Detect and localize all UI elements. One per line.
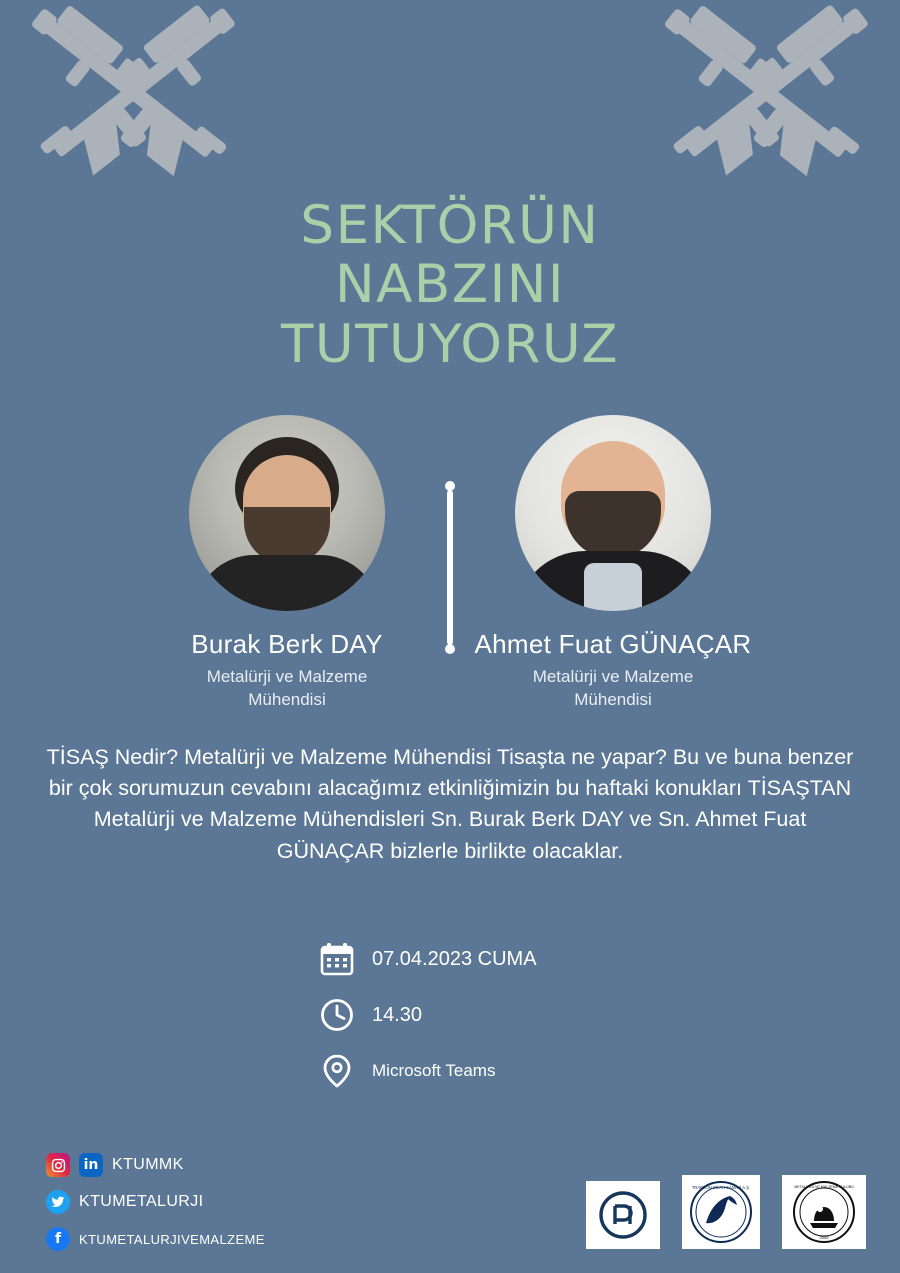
speaker-name: Burak Berk DAY [191, 629, 383, 659]
event-time: 14.30 [372, 1003, 423, 1026]
crossed-rifles-icon-right [639, 0, 894, 205]
svg-text:TRABZON SİLAH SANAYİ A.Ş.: TRABZON SİLAH SANAYİ A.Ş. [691, 1185, 751, 1190]
metalurji-malzeme-kulubu-logo [782, 1175, 866, 1249]
speaker-title [127, 666, 447, 712]
event-time-row [316, 994, 422, 1036]
speakers-section [0, 415, 900, 712]
speaker-title-line-1: Metalürji ve Malzeme [206, 667, 368, 686]
crossed-rifles-icon-left [6, 0, 261, 205]
headline-line-2: NABZINI [335, 254, 565, 316]
speaker-card-1 [127, 415, 447, 712]
speaker-title-line-1: Metalürji ve Malzeme [532, 667, 694, 686]
event-location: Microsoft Teams [372, 1061, 496, 1080]
instagram-icon[interactable] [46, 1153, 70, 1177]
svg-text:2009: 2009 [819, 1235, 829, 1240]
event-location-row [316, 1050, 495, 1092]
speaker-card-2 [453, 415, 773, 712]
speaker-title-line-2: Mühendisi [248, 689, 326, 709]
social-row-twitter[interactable] [46, 1190, 265, 1214]
event-details [0, 938, 900, 1092]
social-row-instagram-linkedin[interactable] [46, 1153, 265, 1177]
speaker-title-line-2: Mühendisi [574, 689, 652, 709]
event-date: 07.04.2023 CUMA [372, 947, 537, 970]
facebook-icon[interactable]: f [46, 1227, 70, 1251]
headline-line-3: TUTUYORUZ [280, 313, 620, 375]
social-handle: KTUMETALURJIVEMALZEME [79, 1231, 265, 1247]
speaker-title [453, 666, 773, 712]
headline-line-1: SEKTÖRÜN [300, 195, 600, 256]
page-title [0, 196, 900, 374]
twitter-icon[interactable] [46, 1190, 70, 1214]
trabzon-silah-sanayi-logo [682, 1175, 760, 1249]
sponsor-logos [586, 1175, 866, 1249]
social-handle: KTUMETALURJI [79, 1193, 204, 1210]
avatar-ahmet-fuat-gunacar [515, 415, 711, 611]
calendar-icon [316, 938, 358, 980]
clock-icon [316, 994, 358, 1036]
linkedin-icon[interactable]: in [79, 1153, 103, 1177]
svg-text:METALURJİ VE MALZEME KULÜBÜ: METALURJİ VE MALZEME KULÜBÜ [794, 1185, 854, 1189]
avatar-burak-berk-day [189, 415, 385, 611]
vertical-divider [447, 490, 453, 645]
social-row-facebook[interactable] [46, 1227, 265, 1251]
event-description: TİSAŞ Nedir? Metalürji ve Malzeme Mühendisi Tisaşta ne yapar? Bu ve buna benzer bir çok sorumuzun cevabını alacağımız etkinliğimizin bu haftaki konukları TİSAŞTAN Metalürji ve Malzeme Mühendisleri Sn. Burak Berk DAY ve Sn. Ahmet Fuat GÜNAÇAR bizlerle birlikte olacaklar. [46, 745, 854, 863]
ktu-logo [586, 1181, 660, 1249]
social-handle: KTUMMK [112, 1156, 184, 1173]
location-pin-icon [316, 1050, 358, 1092]
social-links [46, 1153, 265, 1251]
speaker-name: Ahmet Fuat GÜNAÇAR [474, 629, 752, 659]
event-date-row [316, 938, 537, 980]
